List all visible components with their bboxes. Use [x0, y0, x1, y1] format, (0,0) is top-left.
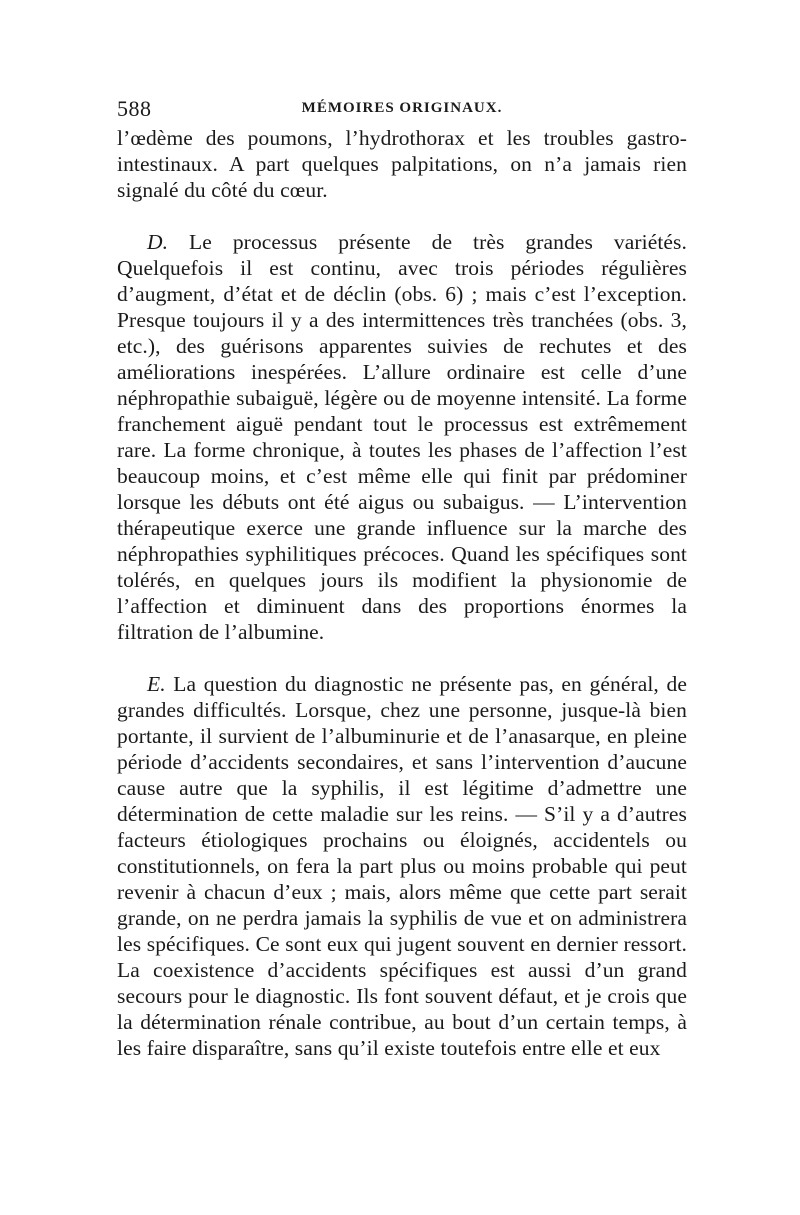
paragraph-text: Le processus présente de très grandes variétés. Quelquefois il est continu, avec trois périodes régulières d’augment, d’état et de déclin (obs. 6) ; mais c’est l’exception. Presque toujours il y a des intermittences très tranchées (obs. 3, etc.), des guérisons apparentes suivies de rechutes et des améliorations inespérées. L’allure ordinaire est celle d’une néphropathie subaiguë, légère ou de moyenne intensité. La forme franchement aiguë pendant tout le processus est extrêmement rare. La forme chronique, à toutes les phases de l’affection l’est beaucoup moins, et c’est même elle qui finit par prédominer lorsque les débuts ont été aigus ou subaigus. — L’intervention thérapeutique exerce une grande influence sur la marche des néphropathies syphilitiques précoces. Quand les spécifiques sont tolérés, en quelques jours ils modifient la physionomie de l’affection et diminuent dans des proportions énormes la filtration de l’albumine.: [117, 230, 687, 644]
page-header: [117, 96, 687, 122]
paragraph-text: La question du diagnostic ne présente pas, en général, de grandes difficultés. Lorsque, chez une personne, jusque-là bien portante, il survient de l’albuminurie et de l’anasarque, en pleine période d’accidents secondaires, et sans l’intervention d’aucune cause autre que la syphilis, il est légitime d’admettre une détermination de cette maladie sur les reins. — S’il y a d’autres facteurs étiologiques prochains ou éloignés, accidentels ou constitutionnels, on fera la part plus ou moins probable qui peut revenir à chacun d’eux ; mais, alors même que cette part serait grande, on ne perdra jamais la syphilis de vue et on administrera les spécifiques. Ce sont eux qui jugent souvent en dernier ressort. La coexistence d’accidents spécifiques est aussi d’un grand secours pour le diagnostic. Ils font souvent défaut, et je crois que la détermination rénale contribue, au bout d’un certain temps, à les faire disparaître, sans qu’il existe toutefois entre elle et eux: [117, 672, 687, 1060]
page-number: 588: [117, 96, 152, 121]
paragraph-e: [117, 671, 687, 1061]
paragraph-text: l’œdème des poumons, l’hydrothorax et les troubles gastro-intestinaux. A part quelques palpitations, on n’a jamais rien signalé du côté du cœur.: [117, 126, 687, 202]
paragraph-continuation: [117, 125, 687, 203]
section-marker: E.: [147, 672, 166, 696]
body-text: [117, 125, 687, 1061]
section-marker: D.: [147, 230, 169, 254]
running-title: MÉMOIRES ORIGINAUX.: [301, 100, 503, 116]
paragraph-d: [117, 229, 687, 645]
